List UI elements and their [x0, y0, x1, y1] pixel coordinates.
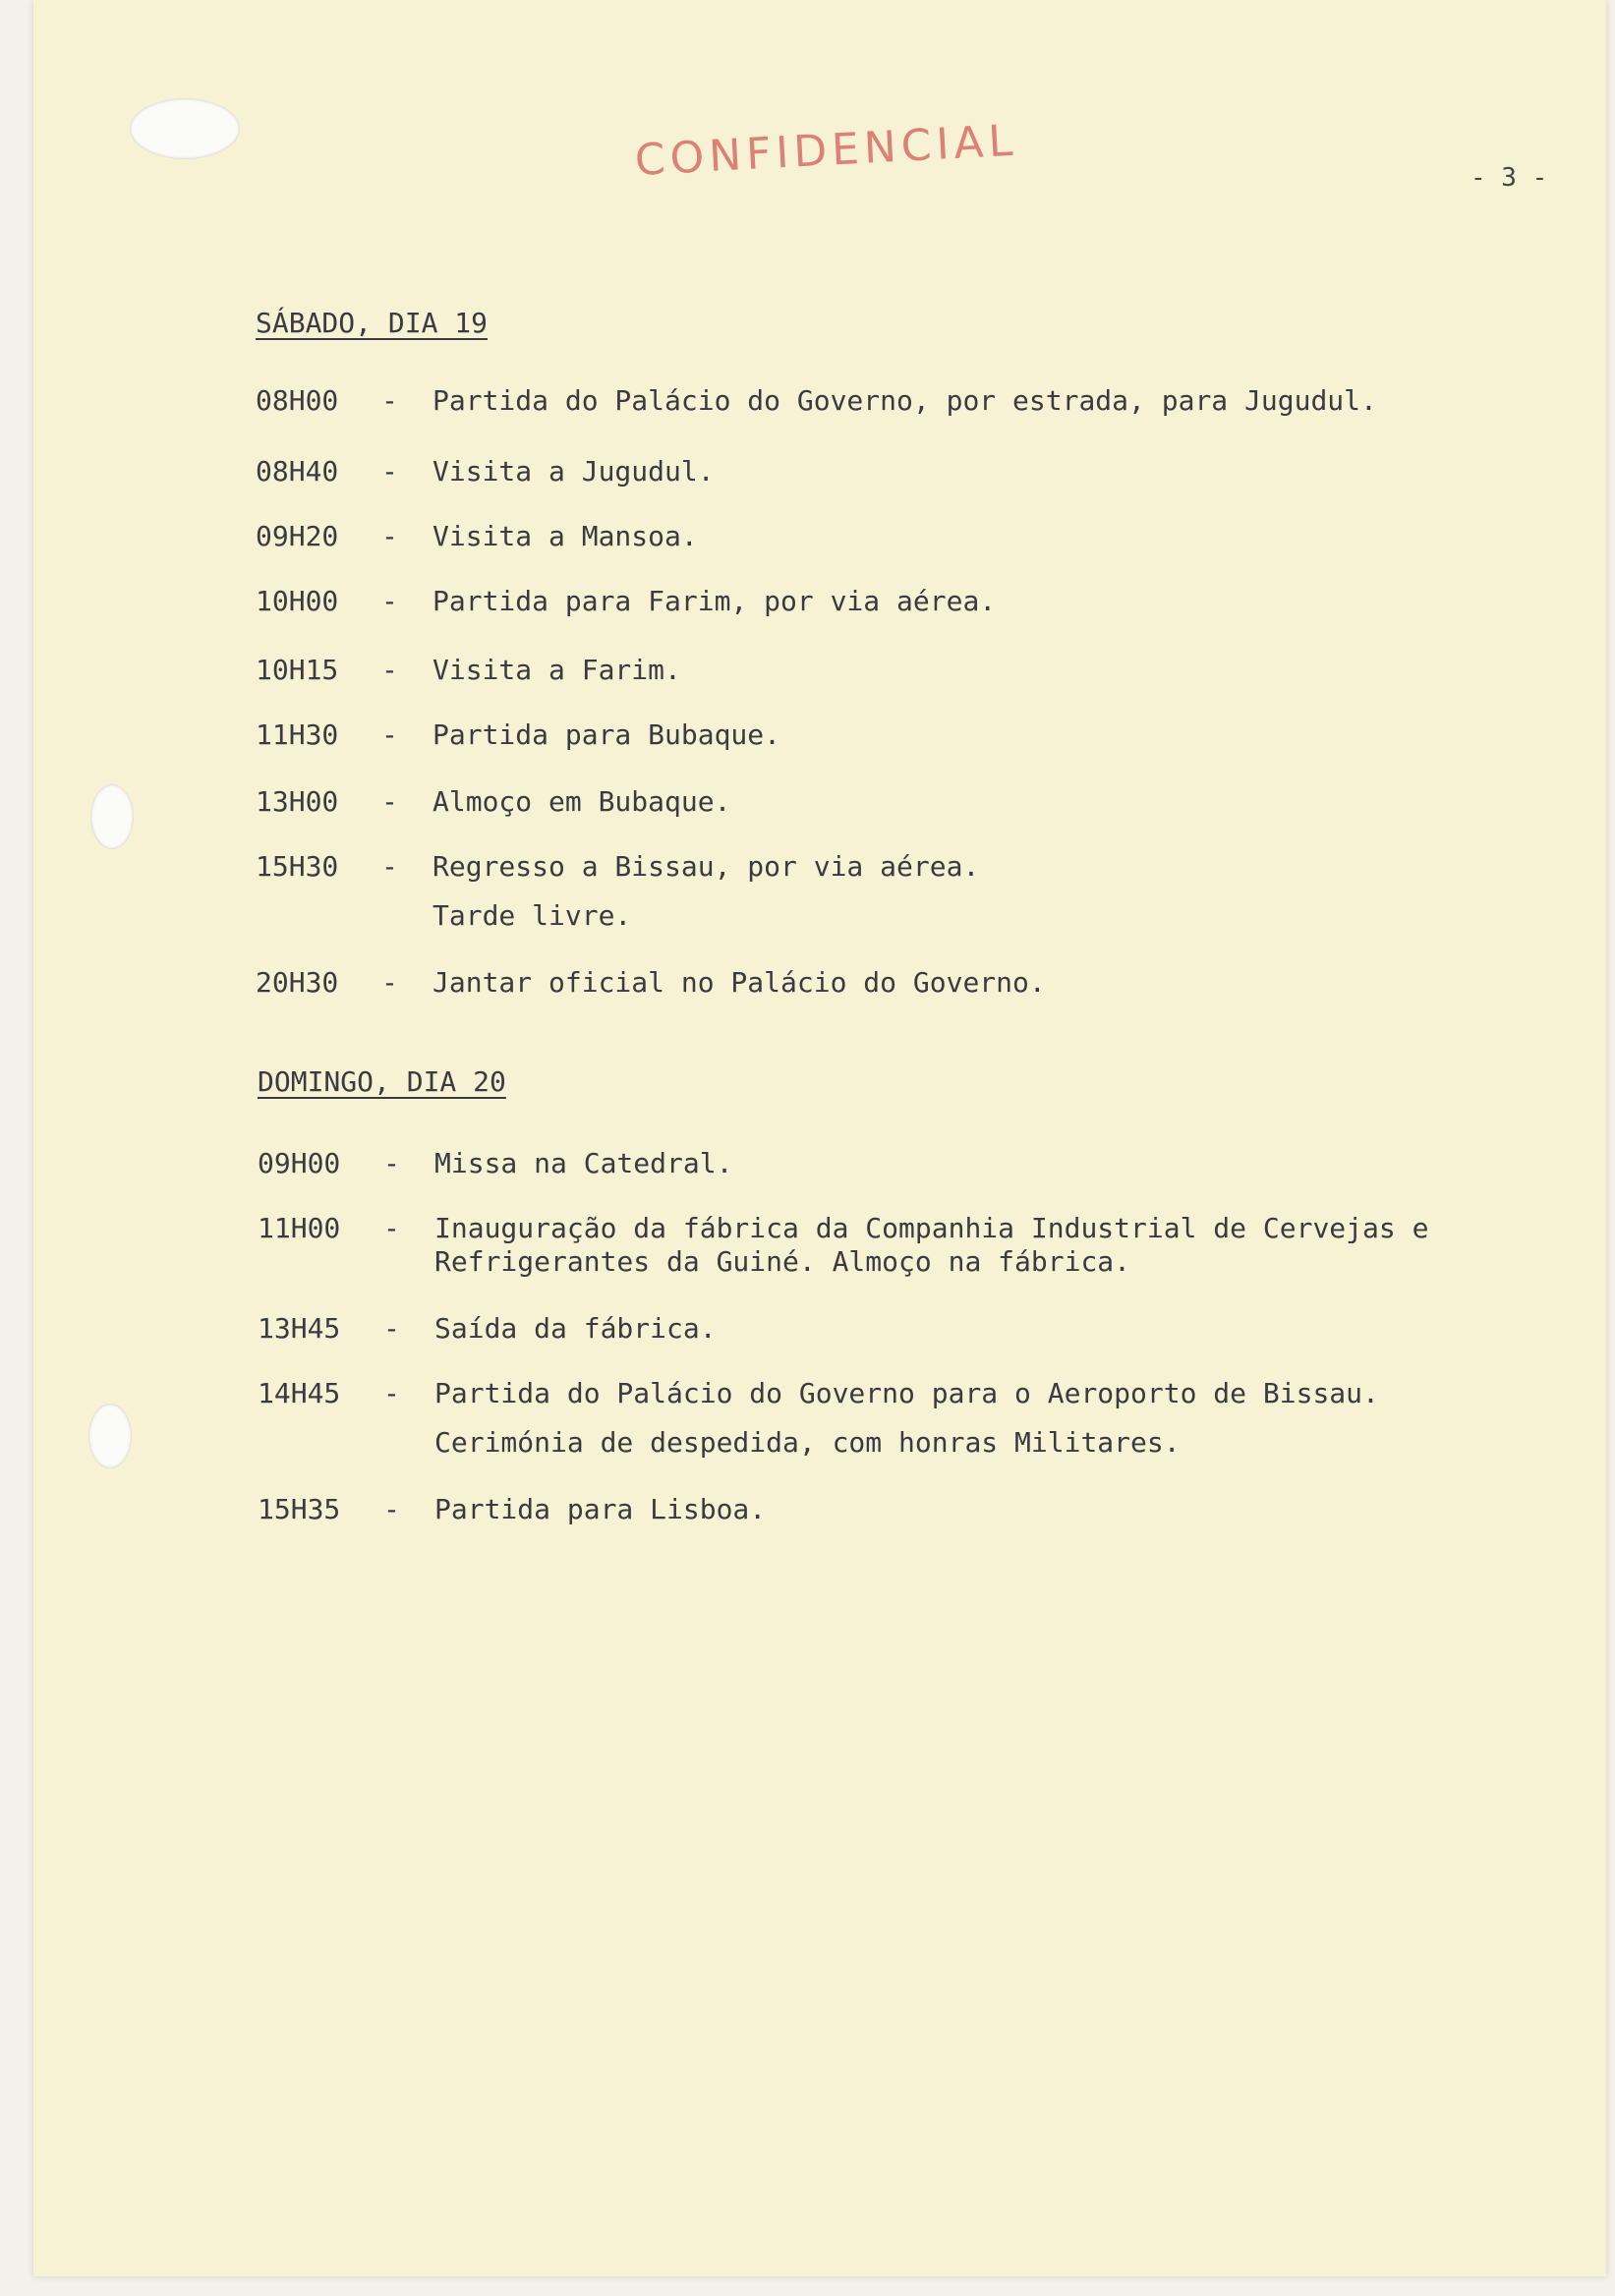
schedule-time: 10H00	[256, 585, 339, 617]
schedule-time: 11H00	[258, 1212, 341, 1244]
schedule-time: 09H20	[256, 520, 339, 552]
schedule-dash: -	[383, 1212, 400, 1244]
punch-hole-top	[130, 98, 240, 159]
schedule-time: 15H30	[256, 850, 339, 883]
schedule-dash: -	[381, 520, 398, 552]
schedule-description: Almoço em Bubaque.	[433, 785, 731, 818]
schedule-dash: -	[381, 785, 398, 818]
schedule-description: Jantar oficial no Palácio do Governo.	[433, 966, 1046, 999]
schedule-description: Regresso a Bissau, por via aérea.	[433, 850, 980, 883]
schedule-time: 10H15	[256, 654, 339, 686]
section-title-saturday: SÁBADO, DIA 19	[256, 307, 489, 339]
confidential-stamp: CONFIDENCIAL	[633, 115, 1019, 186]
schedule-description-line-2: Refrigerantes da Guiné. Almoço na fábrica.	[434, 1245, 1131, 1278]
schedule-description-line-2: Cerimónia de despedida, com honras Militares.	[434, 1426, 1181, 1459]
document-page	[33, 0, 1606, 2276]
schedule-time: 11H30	[256, 718, 339, 751]
schedule-time: 08H00	[256, 384, 339, 417]
schedule-dash: -	[381, 966, 398, 999]
schedule-dash: -	[381, 384, 398, 417]
schedule-time: 13H45	[258, 1312, 341, 1345]
punch-hole-lower	[88, 1404, 132, 1468]
schedule-dash: -	[381, 455, 398, 488]
schedule-description: Missa na Catedral.	[434, 1147, 733, 1179]
schedule-description: Visita a Jugudul.	[433, 455, 715, 488]
schedule-dash: -	[381, 585, 398, 617]
schedule-dash: -	[383, 1493, 400, 1525]
schedule-description: Partida do Palácio do Governo para o Aeroporto de Bissau.	[434, 1377, 1379, 1409]
schedule-time: 20H30	[256, 966, 339, 999]
schedule-description: Partida para Bubaque.	[433, 718, 781, 751]
schedule-dash: -	[381, 850, 398, 883]
schedule-time: 13H00	[256, 785, 339, 818]
schedule-dash: -	[383, 1147, 400, 1179]
schedule-dash: -	[381, 654, 398, 686]
schedule-dash: -	[381, 718, 398, 751]
schedule-description: Partida do Palácio do Governo, por estrada, para Jugudul.	[433, 384, 1377, 417]
schedule-time: 15H35	[258, 1493, 341, 1525]
schedule-dash: -	[383, 1312, 400, 1345]
schedule-description: Partida para Farim, por via aérea.	[433, 585, 997, 617]
schedule-time: 09H00	[258, 1147, 341, 1179]
schedule-time: 14H45	[258, 1377, 341, 1409]
page-number: - 3 -	[1471, 163, 1548, 193]
schedule-row	[258, 1492, 767, 1664]
schedule-time: 08H40	[256, 455, 339, 488]
schedule-description-line-2: Tarde livre.	[433, 899, 632, 932]
schedule-description: Partida para Lisboa.	[434, 1493, 767, 1525]
schedule-description: Visita a Farim.	[433, 654, 681, 686]
schedule-dash: -	[383, 1377, 400, 1409]
schedule-description: Saída da fábrica.	[434, 1312, 717, 1345]
schedule-description: Inauguração da fábrica da Companhia Industrial de Cervejas e	[434, 1212, 1429, 1244]
schedule-description: Visita a Mansoa.	[433, 520, 698, 552]
section-title-sunday: DOMINGO, DIA 20	[258, 1065, 506, 1098]
punch-hole-middle	[90, 784, 134, 849]
